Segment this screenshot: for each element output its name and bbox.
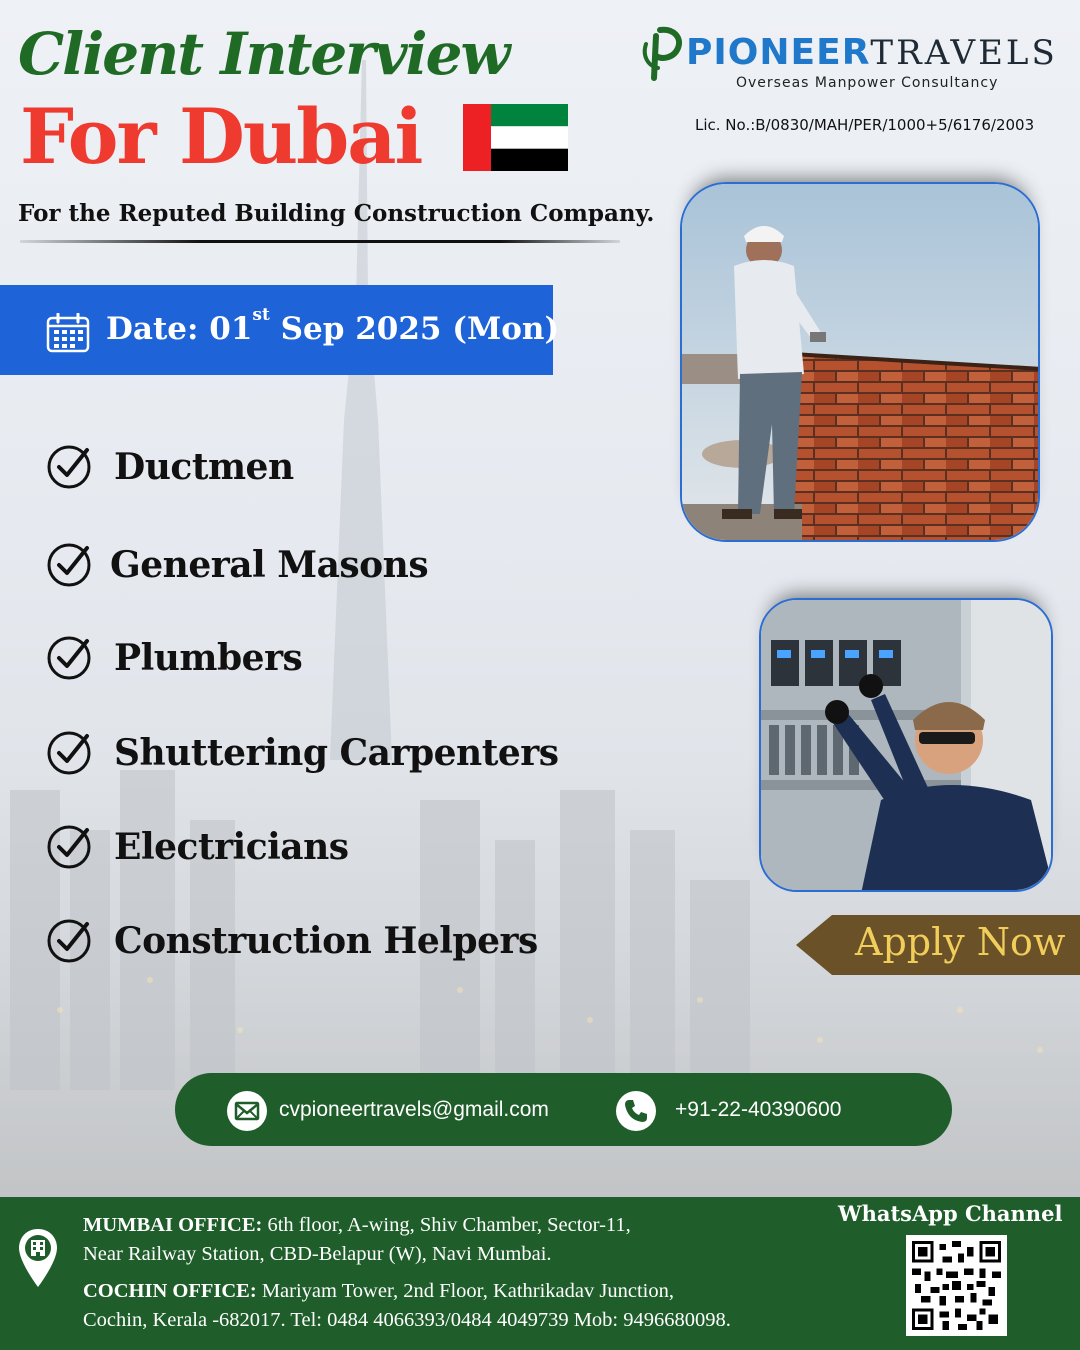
job-label: Electricians [114, 826, 349, 868]
job-item [46, 540, 428, 590]
check-circle-icon [46, 918, 92, 964]
date-ordinal: st [252, 305, 270, 325]
job-label: Plumbers [114, 637, 303, 679]
job-item [46, 728, 559, 778]
pioneer-travels-logo [640, 26, 1060, 96]
job-label: Shuttering Carpenters [114, 732, 559, 774]
job-label: Construction Helpers [114, 920, 538, 962]
job-item [46, 822, 349, 872]
job-label: General Masons [110, 544, 429, 586]
check-circle-icon [46, 824, 92, 870]
uae-flag-icon [463, 104, 568, 171]
mumbai-address-line1 [83, 1214, 631, 1237]
mumbai-line1: 6th floor, A-wing, Shiv Chamber, Sector-11, [262, 1214, 631, 1236]
interview-date [106, 305, 560, 347]
job-item [46, 442, 294, 492]
logo-name-bold: PIONEER [686, 32, 871, 73]
pioneer-p-logo-icon [640, 26, 684, 86]
logo-name [686, 32, 1058, 73]
subtitle: For the Reputed Building Construction Company. [18, 200, 655, 227]
check-circle-icon [46, 542, 92, 588]
job-item [46, 916, 538, 966]
mumbai-address-line2: Near Railway Station, CBD-Belapur (W), Navi Mumbai. [83, 1243, 552, 1265]
cochin-address-line1 [83, 1280, 674, 1303]
logo-tagline: Overseas Manpower Consultancy [736, 75, 999, 91]
contact-bar [175, 1073, 952, 1146]
date-rest: Sep 2025 (Mon) [269, 311, 560, 347]
location-pin-icon [17, 1227, 59, 1289]
whatsapp-channel-label: WhatsApp Channel [838, 1201, 1063, 1226]
cochin-office-label: COCHIN OFFICE: [83, 1280, 257, 1302]
contact-email[interactable]: cvpioneertravels@gmail.com [279, 1098, 549, 1121]
phone-icon [616, 1091, 656, 1131]
electrician-photo [759, 598, 1053, 892]
calendar-icon [46, 313, 90, 353]
check-circle-icon [46, 635, 92, 681]
cochin-address-line2: Cochin, Kerala -682017. Tel: 0484 4066393/0484 4049739 Mob: 9496680098. [83, 1309, 731, 1331]
whatsapp-qr-code[interactable] [906, 1235, 1007, 1336]
job-item [46, 633, 302, 683]
mason-photo [680, 182, 1040, 542]
mail-icon [227, 1091, 267, 1131]
job-label: Ductmen [114, 446, 294, 488]
mumbai-office-label: MUMBAI OFFICE: [83, 1214, 263, 1236]
logo-name-light: TRAVELS [870, 33, 1058, 73]
date-bar [0, 285, 560, 375]
footer [0, 1197, 1080, 1350]
date-prefix: Date: 01 [106, 311, 253, 347]
check-circle-icon [46, 444, 92, 490]
apply-now-label[interactable]: Apply Now [855, 920, 1066, 964]
check-circle-icon [46, 730, 92, 776]
cochin-line1: Mariyam Tower, 2nd Floor, Kathrikadav Junction, [256, 1280, 674, 1302]
title-client-interview: Client Interview [18, 20, 509, 88]
subtitle-underline [20, 240, 620, 243]
license-number: Lic. No.:B/0830/MAH/PER/1000+5/6176/2003 [695, 116, 1035, 134]
title-for-dubai: For Dubai [20, 92, 422, 181]
contact-phone[interactable]: +91-22-40390600 [675, 1098, 842, 1121]
